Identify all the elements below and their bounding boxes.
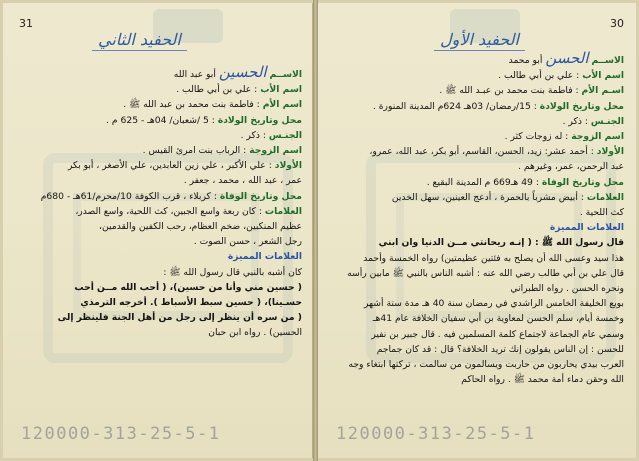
field-label: الجنـس <box>590 115 624 127</box>
field-value: : كربلاء ، قرب الكوفة 10/محرم/61هـ - 680م <box>40 190 217 202</box>
field-value: عظيم المنكبين، ضخم العظام، رحب الكفين والقدمين، <box>99 221 302 233</box>
text-line <box>324 205 624 220</box>
text-line <box>324 311 624 326</box>
field-value: رجل الشعر ، حسن الصوت . <box>193 236 302 248</box>
field-value: ( من سره أن ينظر إلى رجل من أهل الجنة فلينظر إلى <box>57 312 302 324</box>
field-value: : له زوجات كثر . <box>504 131 569 143</box>
field-label: محل وتاريخ الولادة <box>217 114 302 126</box>
text-line <box>324 175 624 190</box>
field-label: العلامات <box>586 191 624 203</box>
field-value: : علي بن أبي طالب . <box>176 84 258 96</box>
text-line <box>11 249 302 264</box>
text-line <box>11 325 302 340</box>
field-value: كان أشبه بالنبي قال رسول الله ﷺ : <box>163 266 302 278</box>
field-value: الحسين) . رواه ابن حبان <box>208 327 302 339</box>
field-value: عمر ، عبد الله ، محمد ، جعفر . <box>183 175 302 187</box>
text-line <box>11 158 302 173</box>
text-line <box>11 143 302 158</box>
field-label: الأولاد <box>596 146 624 158</box>
text-line <box>324 235 624 250</box>
text-line <box>11 82 302 97</box>
text-line <box>324 83 624 98</box>
field-value: : ذكر . <box>562 115 588 127</box>
person-name: الحسين <box>218 65 267 81</box>
field-value: عبد الرحمن، عمر، وغيرهم . <box>518 161 624 173</box>
field-value: وسمي عام الجماعة لاجتماع كلمة المسلمين فيه . قال جبير بن نفير <box>371 328 624 340</box>
field-value: حسـينا)، ( حسين سبط الأسباط ). أخرجه الترمذي <box>80 297 302 309</box>
field-label: اسم الأم <box>262 99 302 111</box>
right-page <box>318 3 636 458</box>
text-line <box>11 219 302 234</box>
field-value: : فاطمة بنت محمد بن عبد الله ﷺ . <box>123 99 260 111</box>
serial-number: 120000-313-25-5-1 <box>21 424 221 444</box>
page-heading <box>440 30 519 49</box>
field-value: كث اللحية . <box>579 207 624 219</box>
field-value: قال علي بن أبي طالب رضي الله عنه : أشبه الناس بالنبي ﷺ مابين رأسه <box>347 267 624 279</box>
text-line <box>11 189 302 204</box>
field-value: : 5 /شعبان/ 04هـ - 625 م . <box>106 114 215 126</box>
text-line <box>324 159 624 174</box>
field-value: الله وحقن دماء أمة محمد ﷺ . رواه الحاكم <box>461 374 624 386</box>
text-line <box>11 310 302 325</box>
field-label: محل وتاريخ الولادة <box>539 100 624 112</box>
text-line <box>11 113 302 128</box>
field-label: اسم الزوجة <box>571 131 624 143</box>
field-value: أبو عبد الله <box>173 69 216 80</box>
field-value: أبو محمد <box>508 55 543 66</box>
heading-underline <box>92 50 187 51</box>
field-label: محل وتاريخ الوفاة <box>541 176 624 188</box>
page-body <box>11 65 302 341</box>
text-line <box>324 372 624 387</box>
field-value: : 49 هـ669 م المدينة البقيع . <box>426 176 539 188</box>
text-line <box>11 265 302 280</box>
text-line <box>324 51 624 68</box>
field-label: اسم الأب <box>582 70 624 82</box>
field-value: وخمسة أيام، سلم الحسن لمعاوية بن أبي سفيان الخلافة عام 41هـ <box>372 313 624 325</box>
field-value: للحسن : إن الناس يقولون إنك تريد الخلافة؟ قال : قد كان جماجم <box>376 343 624 355</box>
field-label: الاســم <box>591 55 624 66</box>
field-label: العلامات المميزة <box>227 251 302 263</box>
page-number: 31 <box>19 17 33 30</box>
text-line <box>324 190 624 205</box>
text-line <box>324 327 624 342</box>
person-name: الحسن <box>545 51 589 67</box>
field-label: العلامات <box>264 205 302 217</box>
text-line <box>11 128 302 143</box>
text-line <box>324 114 624 129</box>
serial-number: 120000-313-25-5-1 <box>336 424 536 444</box>
text-line <box>11 234 302 249</box>
field-label: محل وتاريخ الوفاة <box>219 190 302 202</box>
page-heading <box>98 30 181 49</box>
text-line <box>324 68 624 83</box>
field-value: : أبيض مشرباً بالحمرة ، أدعج العينين، سهل الخدين <box>391 191 584 203</box>
field-label: الأولاد <box>274 160 302 172</box>
field-value: قال رسول الله ﷺ : ( إنـه ريحانتي مــن الدنيا وان ابني <box>378 237 624 249</box>
field-value: : فاطمة بنت محمد بن عبـد الله ﷺ . <box>439 85 579 97</box>
field-label: الجنـس <box>268 129 302 141</box>
text-line <box>11 280 302 295</box>
field-value: ( حسين مني وأنا من حسين)، ( أحب الله مــن أحب <box>74 281 302 293</box>
text-line <box>11 97 302 112</box>
field-value: : 15/رمضان/ 03هـ 624م المدينة المنورة . <box>372 100 537 112</box>
text-line <box>324 251 624 266</box>
page-body <box>324 51 624 387</box>
left-page <box>3 3 313 458</box>
text-line <box>11 204 302 219</box>
field-label: اسـم الأم <box>581 85 624 97</box>
field-value: هذا سيد وعسى الله أن يصلح به فئتين عظيمتين) رواه الخمسة وأحمد <box>363 252 624 264</box>
page-number: 30 <box>610 17 624 30</box>
field-value: : ذكر . <box>240 129 266 141</box>
text-line <box>324 342 624 357</box>
text-line <box>324 144 624 159</box>
text-line <box>324 99 624 114</box>
text-line <box>324 266 624 281</box>
text-line <box>11 173 302 188</box>
field-value: : أحمد عشر: زيد، الحسن، القاسم، أبو بكر، عبد الله، عمرو، <box>369 146 594 158</box>
text-line <box>324 296 624 311</box>
text-line <box>324 220 624 235</box>
field-label: الاســم <box>269 69 302 80</box>
text-line <box>324 129 624 144</box>
field-label: اسم الزوجة <box>249 145 302 157</box>
text-line <box>324 357 624 372</box>
field-value: بويع الخليفة الخامس الراشدي في رمضان سنة 40 هـ مدة ستة أشهر <box>363 298 624 310</box>
field-label: اسم الأب <box>260 84 302 96</box>
text-line <box>324 281 624 296</box>
field-value: ونحره الحسن . رواه الطبراني <box>510 283 624 295</box>
text-line <box>11 65 302 82</box>
field-label: العلامات المميزة <box>549 222 624 234</box>
field-value: العرب بيدي يحاربون من حاربت ويسالمون من سالمت ، تركتها ابتغاء وجه <box>348 359 624 371</box>
heading-text: الحفيد الأول <box>440 30 519 49</box>
field-value: : كان ربعة واسع الجبين، كث اللحية، واسع الصدر، <box>75 205 262 217</box>
heading-text: الحفيد الثاني <box>98 30 181 49</box>
text-line <box>11 295 302 310</box>
field-value: : الرباب بنت امرئ القيس . <box>142 145 247 157</box>
field-value: : علي بن أبي طالب . <box>498 70 580 82</box>
field-value: : علي الأكبر ، علي زين العابدين، علي الأصغر ، أبو بكر <box>67 160 272 172</box>
